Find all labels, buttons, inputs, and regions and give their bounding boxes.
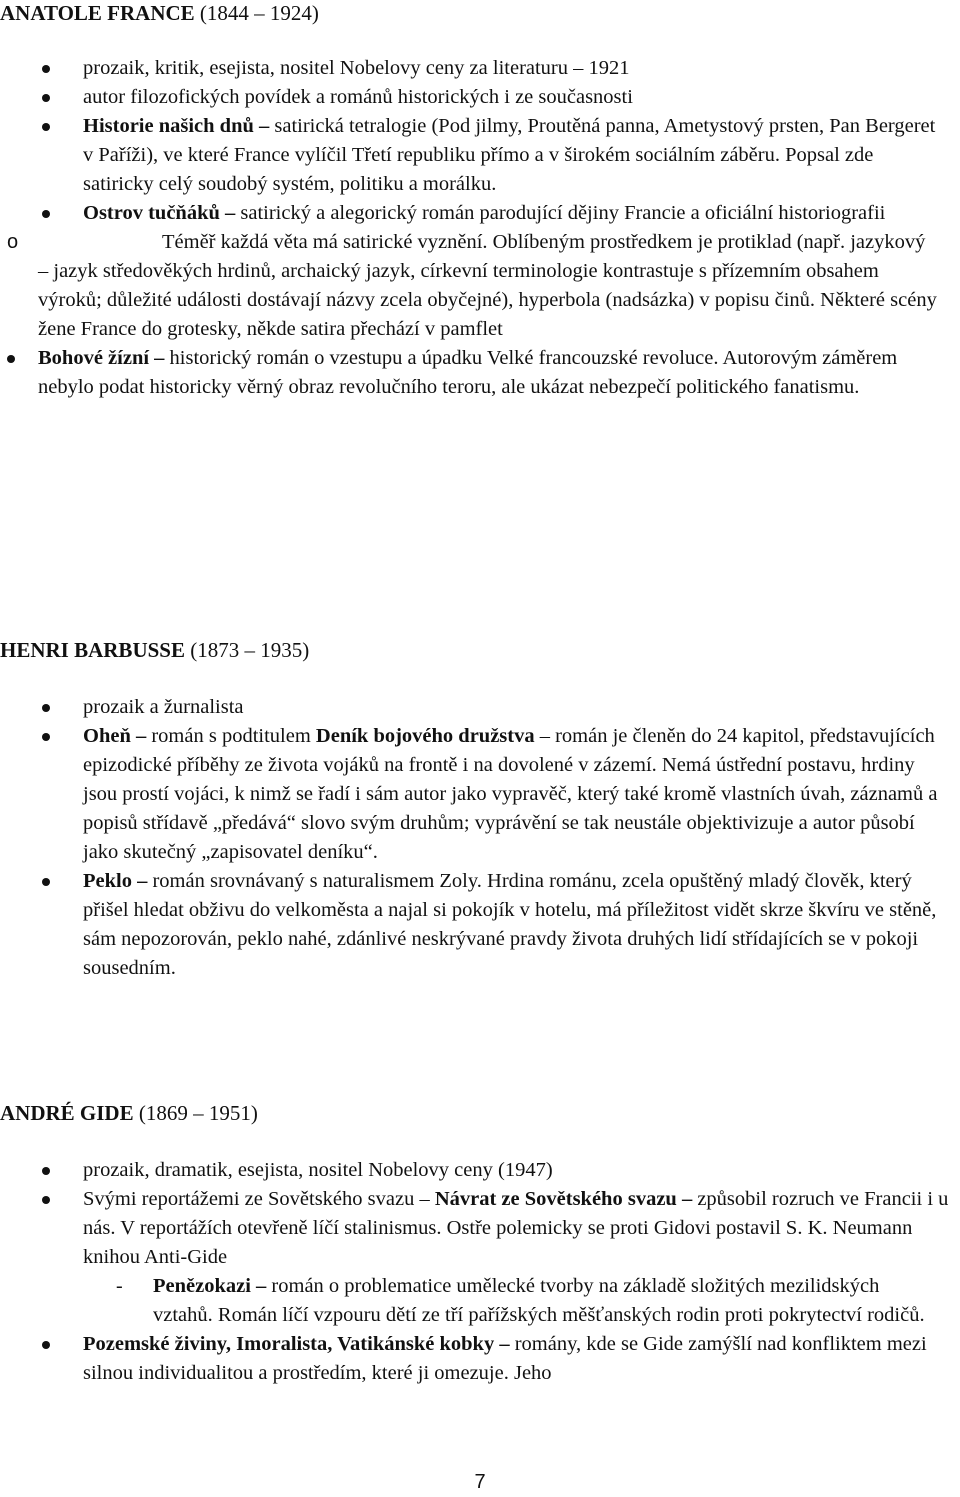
author-dates: (1844 – 1924)	[199, 1, 319, 25]
section-anatole-france	[0, 0, 960, 402]
work-title: Bohové žízní –	[38, 347, 165, 369]
work-title: Peklo –	[83, 870, 148, 892]
list-item	[83, 1156, 960, 1185]
section-heading	[0, 0, 960, 28]
work-title: Návrat ze Sovětského svazu –	[434, 1188, 693, 1210]
list-item	[83, 693, 960, 722]
item-text: román srovnávaný s naturalismem Zoly. Hrdina románu, zcela opuštěný mladý člověk, který přišel hledat obživu do velkoměsta a najal si pokojík v hotelu, má příležitost vidět skrze škvíru ve stěně, sám nepozorován, peklo nahé, zdánlivé neskrývané pravdy života druhých lidí střídajících se v pokoji sousedním.	[83, 870, 937, 979]
work-title: Ostrov tučňáků –	[83, 202, 236, 224]
bullet-icon	[42, 878, 50, 886]
work-title: Pozemské živiny, Imoralista, Vatikánské kobky –	[83, 1333, 510, 1355]
bullet-icon	[42, 65, 50, 73]
list-item	[83, 83, 960, 112]
item-text: romány, kde se Gide zamýšlí nad konfliktem mezi silnou individualitou a prostředím, které ji omezuje. Jeho	[83, 1333, 927, 1384]
bullet-icon	[7, 355, 15, 363]
list-item	[83, 112, 936, 199]
list-item	[38, 344, 940, 402]
bullet-icon	[42, 210, 50, 218]
item-text: román s podtitulem	[146, 725, 316, 747]
item-text: prozaik, dramatik, esejista, nositel Nobelovy ceny (1947)	[83, 1159, 553, 1181]
item-text: – román je členěn do 24 kapitol, představujících epizodické příběhy ze života vojáků na frontě i na dovolené v zázemí. Nemá ústřední postavu, hrdiny jsou prostí vojáci, k nimž se řadí i sám autor jako vypravěč, který také kromě vlastních úvah, záznamů a popisů střídavě „předává“ slovo svým druhům; vyprávění se tak neustále objektivizuje a autor působí jako skutečný „zapisovatel deníku“.	[83, 725, 938, 863]
author-dates: (1873 – 1935)	[190, 638, 310, 662]
item-text: román o problematice umělecké tvorby na základě složitých mezilidských vztahů. Román líčí vzpouru dětí ze tří pařížských měšťanských rodin proti pokrytectví rodičů.	[153, 1275, 925, 1326]
bullet-icon	[42, 704, 50, 712]
author-name: HENRI BARBUSSE	[0, 638, 185, 662]
bullet-icon	[42, 94, 50, 102]
item-text: Téměř každá věta má satirické vyznění. Oblíbeným prostředkem je protiklad (např. jazykový – jazyk středověkých hrdinů, archaický jazyk, církevní terminologie kontrastuje s přízemním obsahem výroků; důležité události dostávají názvy zcela obyčejné), hyperbola (nadsázka) v popisu činů. Některé scény žene France do grotesky, někde satira přechází v pamflet	[38, 231, 937, 340]
author-name: ANATOLE FRANCE	[0, 1, 195, 25]
author-dates: (1869 – 1951)	[138, 1101, 258, 1125]
work-title: Oheň –	[83, 725, 147, 747]
list-item	[83, 54, 960, 83]
list-item	[83, 867, 958, 983]
list-item	[83, 1185, 960, 1272]
work-title: Penězokazi –	[153, 1275, 267, 1297]
circle-bullet-icon: o	[7, 231, 19, 253]
list-item	[7, 228, 940, 344]
item-text: satirický a alegorický román parodující dějiny Francie a oficiální historiografii	[235, 202, 886, 224]
item-text: prozaik, kritik, esejista, nositel Nobelovy ceny za literaturu – 1921	[83, 57, 630, 79]
list-item	[83, 722, 942, 867]
list-item	[83, 1330, 940, 1388]
work-title: Historie našich dnů –	[83, 115, 270, 137]
section-henri-barbusse	[0, 636, 960, 983]
item-text: způsobil rozruch ve Francii i u nás. V reportážích otevřeně líčí stalinismus. Ostře polemicky se proti Gidovi postavil S. K. Neumann knihou Anti-Gide	[83, 1188, 949, 1268]
bullet-icon	[42, 1167, 50, 1175]
bullet-icon	[42, 123, 50, 131]
item-text: prozaik a žurnalista	[83, 696, 244, 718]
work-subtitle: Deník bojového družstva	[315, 725, 535, 747]
list-item	[83, 199, 944, 228]
item-text: satirická tetralogie (Pod jilmy, Proutěná panna, Ametystový prsten, Pan Bergeret v Paříži), ve které France vylíčil Třetí republiku přímo a v širokém sociálním záběru. Popsal zde satiricky celý soudobý systém, politiku a morálku.	[83, 115, 936, 195]
section-heading	[0, 1099, 960, 1128]
bullet-icon	[42, 1341, 50, 1349]
page-number: 7	[474, 1471, 486, 1493]
section-heading	[0, 636, 960, 665]
author-name: ANDRÉ GIDE	[0, 1101, 134, 1125]
item-text: Svými reportážemi ze Sovětského svazu –	[83, 1188, 435, 1210]
item-text: autor filozofických povídek a románů historických i ze současnosti	[83, 86, 633, 108]
dash-bullet-icon: -	[116, 1275, 123, 1297]
bullet-icon	[42, 733, 50, 741]
list-item	[116, 1272, 940, 1330]
section-andre-gide	[0, 1099, 960, 1388]
item-text: historický román o vzestupu a úpadku Velké francouzské revoluce. Autorovým záměrem nebylo podat historicky věrný obraz revolučního teroru, ale ukázat nebezpečí politického fanatismu.	[38, 347, 898, 398]
bullet-icon	[42, 1196, 50, 1204]
